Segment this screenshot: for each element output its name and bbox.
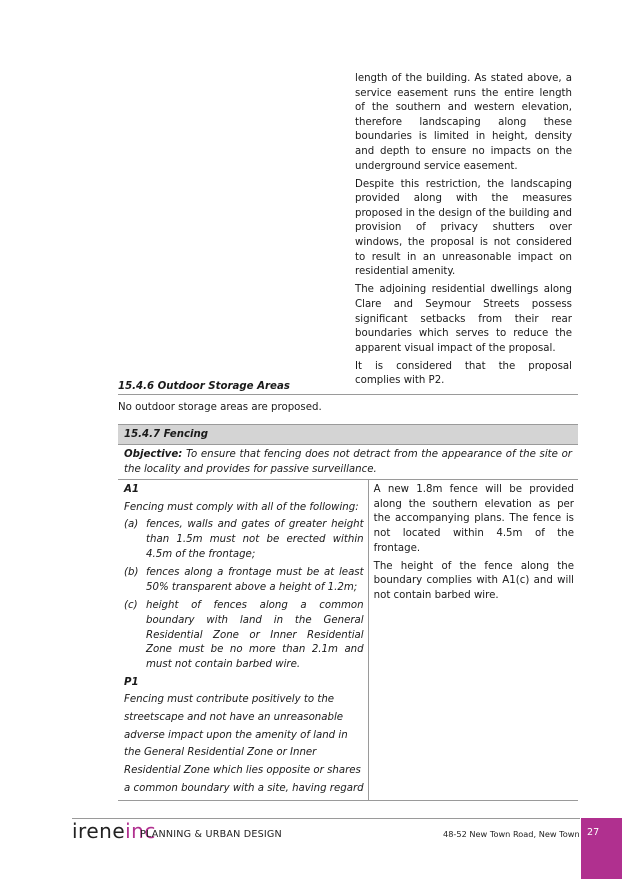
response-paragraph: Despite this restriction, the landscaping provided along with the measures proposed in the design of the building and provision of privacy shutters over windows, the proposal is not considered to result in an unreasonable impact on residential amenity. bbox=[355, 178, 572, 278]
response-paragraph: The height of the fence along the boundary complies with A1(c) and will not contain barbed wire. bbox=[373, 560, 574, 601]
previous-section-continuation bbox=[118, 72, 578, 395]
page-number: 27 bbox=[587, 827, 600, 838]
list-marker: (b) bbox=[124, 567, 139, 579]
fencing-heading: 15.4.7 Fencing bbox=[118, 425, 578, 445]
footer-address: 48-52 New Town Road, New Town bbox=[443, 829, 580, 839]
storage-heading: 15.4.6 Outdoor Storage Areas bbox=[118, 381, 290, 392]
fencing-table bbox=[118, 424, 578, 801]
standards-cell bbox=[118, 480, 368, 801]
list-item bbox=[124, 518, 364, 562]
list-item bbox=[124, 566, 364, 595]
company-tagline: PLANNING & URBAN DESIGN bbox=[140, 829, 282, 840]
response-cell bbox=[368, 480, 578, 801]
a1-list bbox=[124, 518, 364, 672]
p1-line: adverse impact upon the amenity of land in bbox=[124, 729, 348, 741]
logo-text-irene: irene bbox=[72, 819, 126, 843]
response-paragraph: The adjoining residential dwellings along Clare and Seymour Streets possess significant setbacks from their rear boundaries which serves to reduce the apparent visual impact of the proposal. bbox=[355, 284, 572, 354]
list-text: fences, walls and gates of greater height than 1.5m must not be erected within 4.5m of the frontage; bbox=[146, 519, 364, 560]
p1-line: Fencing must contribute positively to the bbox=[124, 693, 335, 705]
list-marker: (c) bbox=[124, 600, 138, 612]
fencing-heading-row bbox=[118, 425, 578, 445]
list-text: height of fences along a common boundary with land in the General Residential Zone or Inner Residential Zone must be no more than 2.1m and must not contain barbed wire. bbox=[146, 600, 364, 670]
logo-text-inc: inc bbox=[125, 819, 156, 843]
p1-line: a common boundary with a site, having regard bbox=[124, 782, 364, 794]
a1-label: A1 bbox=[124, 484, 139, 496]
standards-row bbox=[118, 480, 578, 801]
p1-line: the General Residential Zone or Inner bbox=[124, 747, 317, 759]
list-item bbox=[124, 599, 364, 672]
objective-row bbox=[118, 445, 578, 480]
response-paragraph: length of the building. As stated above, a service easement runs the entire length of the southern and western elevation, therefore landscaping along these boundaries is limited in height, density and depth to ensure no impacts on the underground service easement. bbox=[355, 73, 572, 172]
a1-intro: Fencing must comply with all of the following: bbox=[124, 501, 359, 513]
response-paragraph: A new 1.8m fence will be provided along the southern elevation as per the accompanying plans. The fence is not located within 4.5m of the frontage. bbox=[373, 484, 574, 554]
storage-text: No outdoor storage areas are proposed. bbox=[118, 402, 322, 413]
objective-text: To ensure that fencing does not detract from the appearance of the site or the locality and provides for passive surveillance. bbox=[124, 449, 572, 475]
p1-line: Residential Zone which lies opposite or shares bbox=[124, 765, 361, 777]
table-bottom-rule bbox=[118, 394, 578, 395]
assessment-response bbox=[355, 72, 572, 394]
p1-line: streetscape and not have an unreasonable bbox=[124, 711, 344, 723]
objective-label: Objective: bbox=[124, 449, 183, 460]
objective-cell bbox=[118, 445, 578, 480]
list-marker: (a) bbox=[124, 519, 139, 531]
list-text: fences along a frontage must be at least 50% transparent above a height of 1.2m; bbox=[146, 567, 364, 593]
response-paragraph: It is considered that the proposal complies with P2. bbox=[355, 360, 572, 387]
p1-label: P1 bbox=[124, 677, 139, 689]
